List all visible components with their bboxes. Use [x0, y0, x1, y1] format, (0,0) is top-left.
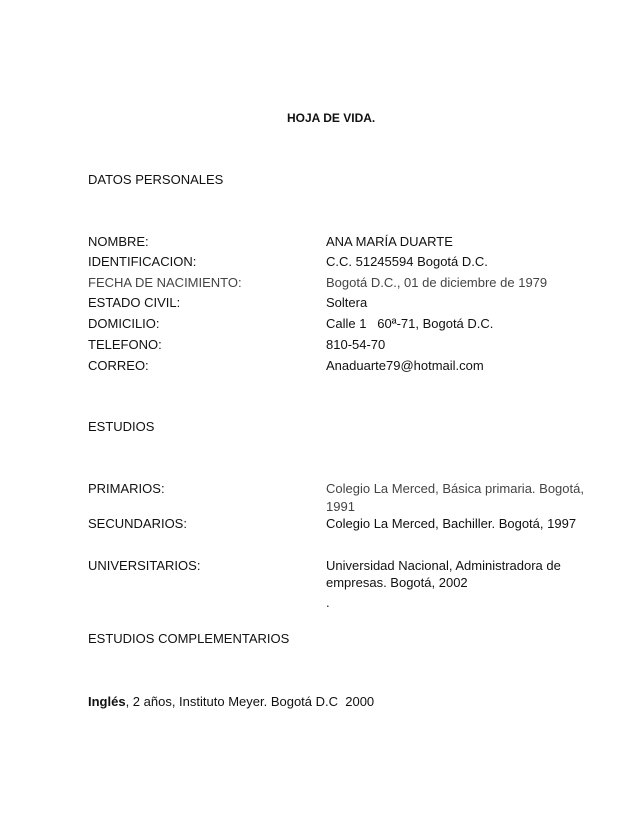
secondary-label: SECUNDARIOS:: [88, 516, 187, 531]
university-value-line1: Universidad Nacional, Administradora de: [326, 558, 561, 573]
university-value-line3: .: [326, 595, 330, 610]
primary-value-line1: Colegio La Merced, Básica primaria. Bogotá,: [326, 481, 584, 496]
primary-value-line2: 1991: [326, 499, 355, 514]
civil-status-value: Soltera: [326, 295, 368, 310]
phone-value: 810-54-70: [326, 337, 386, 352]
id-value: C.C. 51245594 Bogotá D.C.: [326, 254, 488, 269]
complementary-language: Inglés: [88, 694, 126, 709]
section-heading-studies: ESTUDIOS: [88, 419, 155, 434]
secondary-value: Colegio La Merced, Bachiller. Bogotá, 1997: [326, 516, 577, 531]
email-value: Anaduarte79@hotmail.com: [326, 358, 484, 373]
primary-label: PRIMARIOS:: [88, 481, 165, 496]
address-label: DOMICILIO:: [88, 316, 160, 331]
document-title: HOJA DE VIDA.: [287, 111, 376, 125]
section-heading-complementary: ESTUDIOS COMPLEMENTARIOS: [88, 631, 290, 646]
name-label: NOMBRE:: [88, 234, 149, 249]
complementary-details: , 2 años, Instituto Meyer. Bogotá D.C 2000: [125, 694, 375, 709]
civil-status-label: ESTADO CIVIL:: [88, 295, 181, 310]
email-label: CORREO:: [88, 358, 149, 373]
section-heading-personal: DATOS PERSONALES: [88, 172, 224, 187]
birth-label: FECHA DE NACIMIENTO:: [88, 275, 242, 290]
university-label: UNIVERSITARIOS:: [88, 558, 201, 573]
complementary-study-entry: [88, 694, 374, 710]
university-value-line2: empresas. Bogotá, 2002: [326, 575, 468, 590]
name-value: ANA MARÍA DUARTE: [326, 234, 453, 249]
birth-value: Bogotá D.C., 01 de diciembre de 1979: [326, 275, 548, 290]
phone-label: TELEFONO:: [88, 337, 162, 352]
address-value: Calle 1 60ª-71, Bogotá D.C.: [326, 316, 494, 331]
id-label: IDENTIFICACION:: [88, 254, 197, 269]
